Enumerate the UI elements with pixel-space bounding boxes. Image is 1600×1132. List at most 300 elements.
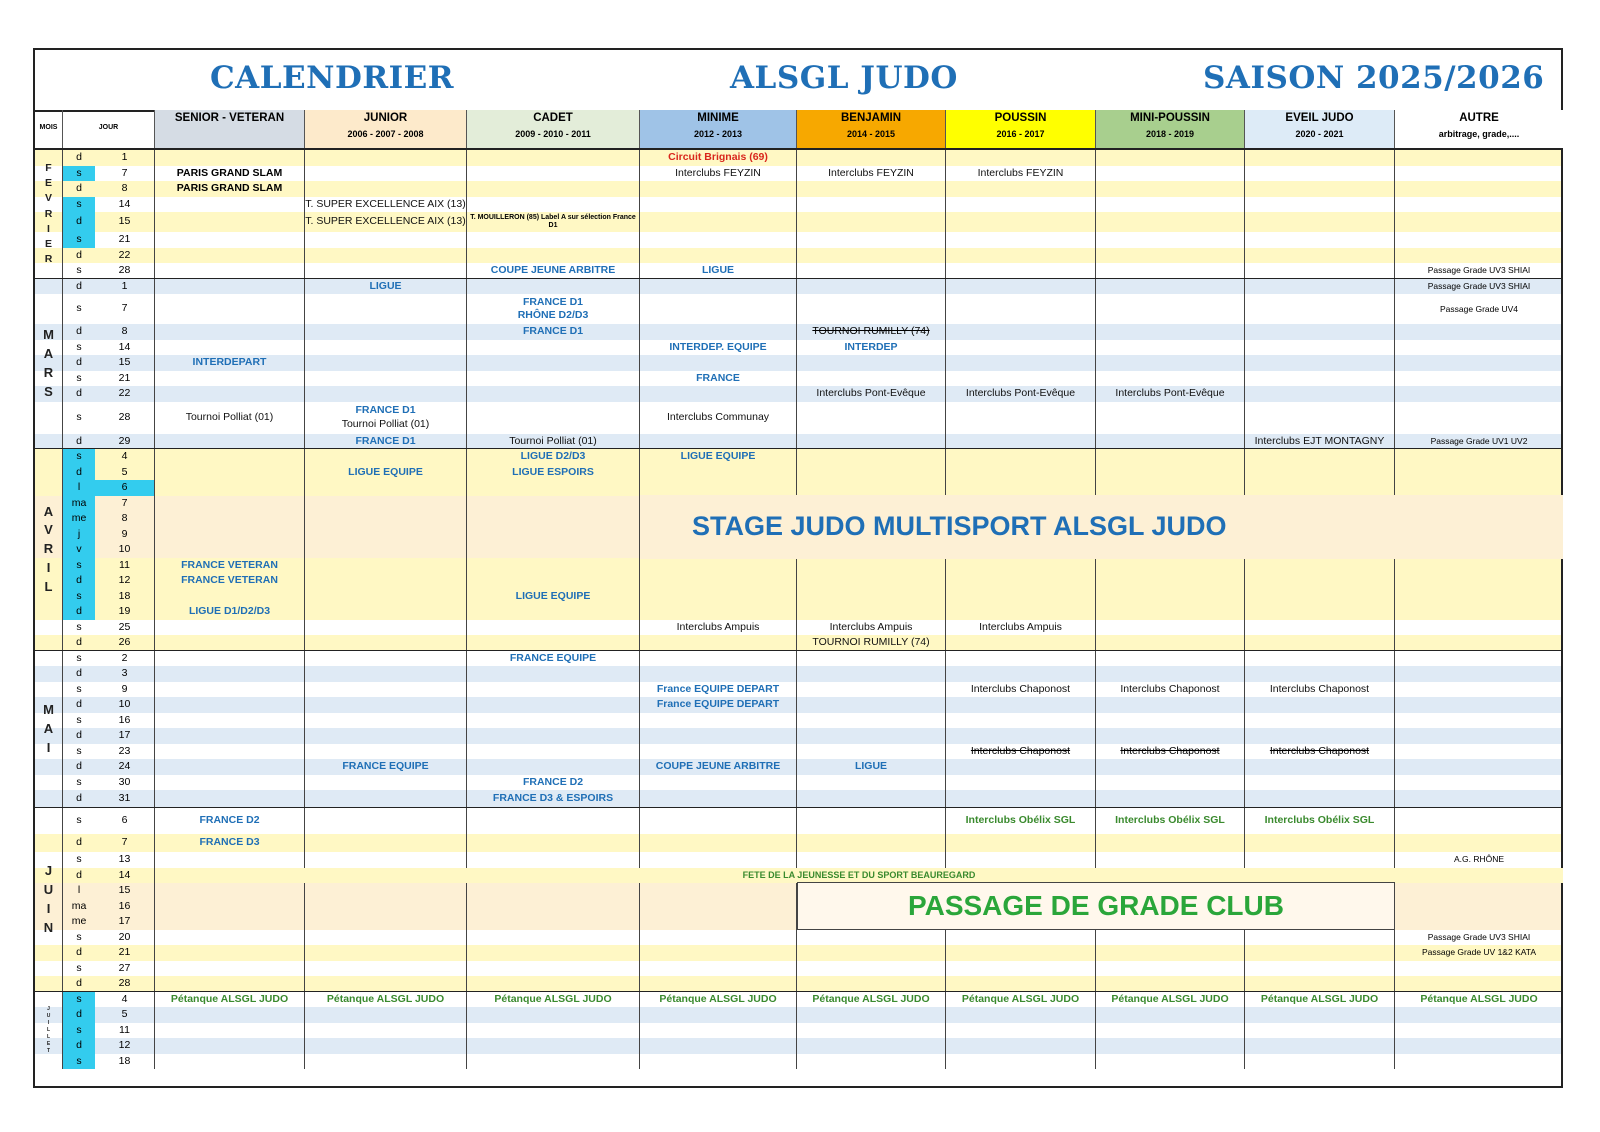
event-cell — [467, 150, 640, 166]
day-row-avril-12 — [35, 573, 1561, 589]
day-row-fevrier-14 — [35, 197, 1561, 213]
event-cell — [1096, 181, 1245, 197]
event-cell — [1096, 355, 1245, 371]
column-name: MINI-POUSSIN — [1130, 112, 1210, 124]
event-cell — [640, 728, 797, 744]
event-cell — [1245, 150, 1395, 166]
event-cell — [305, 883, 467, 899]
event-cell — [1245, 166, 1395, 182]
event-cell — [305, 511, 467, 527]
day-number: 20 — [95, 930, 155, 946]
event-cell — [1395, 808, 1563, 834]
day-number: 14 — [95, 340, 155, 356]
month-letter: J — [44, 863, 53, 879]
event-benjamin: Interclubs FEYZIN — [797, 166, 946, 182]
event-cell — [640, 248, 797, 264]
event-cell — [305, 449, 467, 465]
event-junior: FRANCE EQUIPE — [305, 759, 467, 775]
event-junior: LIGUE — [305, 279, 467, 295]
event-cell — [946, 713, 1096, 729]
event-cell — [1096, 263, 1245, 279]
event-cell — [640, 713, 797, 729]
event-cell — [1096, 573, 1245, 589]
event-cell — [640, 197, 797, 213]
event-cell — [1395, 465, 1563, 481]
day-letter: d — [63, 212, 95, 232]
event-cell — [467, 371, 640, 387]
day-number: 17 — [95, 728, 155, 744]
event-cadet: FRANCE D1 RHÔNE D2/D3 — [467, 294, 640, 324]
event-cell — [1395, 883, 1563, 899]
day-letter: s — [63, 232, 95, 248]
day-row-fevrier-15 — [35, 212, 1561, 232]
day-row-juillet-12 — [35, 1038, 1561, 1054]
event-cell — [797, 1054, 946, 1070]
event-cell — [1395, 1023, 1563, 1039]
column-years: 2018 - 2019 — [1145, 129, 1195, 139]
event-cell — [1395, 386, 1563, 402]
event-minime: Interclubs FEYZIN — [640, 166, 797, 182]
event-cell — [1395, 1054, 1563, 1070]
event-cell — [946, 930, 1096, 946]
day-letter: s — [76, 930, 82, 943]
event-cell — [1395, 402, 1563, 434]
event-autre: Passage Grade UV 1&2 KATA — [1421, 947, 1537, 958]
event-cell — [305, 790, 467, 808]
event-cell — [155, 930, 305, 946]
month-letter: R — [43, 364, 54, 380]
event-cell — [640, 465, 797, 481]
event-cell — [640, 324, 797, 340]
day-number: 10 — [95, 697, 155, 713]
day-letter: d — [76, 729, 82, 742]
day-letter: s — [63, 449, 95, 465]
month-letter: I — [46, 560, 51, 576]
day-number: 11 — [95, 558, 155, 574]
event-cell — [946, 790, 1096, 808]
event-senior-veteran: PARIS GRAND SLAM — [155, 166, 305, 182]
event-benjamin: TOURNOI RUMILLY (74) — [797, 324, 946, 340]
event-cell — [797, 775, 946, 791]
event-cell — [797, 465, 946, 481]
event-cell — [797, 651, 946, 667]
day-row-mai-17 — [35, 728, 1561, 744]
event-cell — [1245, 263, 1395, 279]
event-cell — [155, 232, 305, 248]
event-cell — [1395, 340, 1563, 356]
day-letter: s — [76, 371, 82, 384]
event-cell — [640, 1007, 797, 1023]
fete-banner: FETE DE LA JEUNESSE ET DU SPORT BEAUREGARD — [155, 868, 1563, 884]
event-cell — [1395, 324, 1563, 340]
event-cell — [467, 386, 640, 402]
day-letter: s — [76, 410, 82, 423]
event-cell — [1245, 790, 1395, 808]
day-number: 28 — [95, 263, 155, 279]
event-cell — [1245, 1054, 1395, 1070]
event-cadet: LIGUE D2/D3 — [467, 449, 640, 465]
event-cell — [467, 1007, 640, 1023]
event-cell — [1395, 248, 1563, 264]
day-letter: s — [76, 713, 82, 726]
event-cell — [797, 666, 946, 682]
event-cell — [305, 263, 467, 279]
event-cell — [797, 232, 946, 248]
day-number: 28 — [95, 976, 155, 992]
event-cell — [1245, 248, 1395, 264]
column-years: 2016 - 2017 — [996, 129, 1045, 139]
event-cell — [467, 914, 640, 930]
day-letter: s — [76, 961, 82, 974]
event-cell — [1096, 434, 1245, 450]
event-cell — [1245, 1023, 1395, 1039]
event-minime: Interclubs Communay — [640, 402, 797, 434]
event-cell — [305, 945, 467, 961]
event-cell — [797, 604, 946, 620]
day-number: 12 — [95, 1038, 155, 1054]
event-cell — [155, 728, 305, 744]
event-cell — [155, 589, 305, 605]
day-number: 4 — [95, 449, 155, 465]
event-senior-veteran: PARIS GRAND SLAM — [155, 181, 305, 197]
day-number: 15 — [95, 212, 155, 232]
event-junior: LIGUE EQUIPE — [305, 465, 467, 481]
event-cell — [467, 480, 640, 496]
event-cell — [1245, 402, 1395, 434]
day-number: 9 — [95, 682, 155, 698]
event-cell — [640, 294, 797, 324]
event-cadet: FRANCE D3 & ESPOIRS — [467, 790, 640, 808]
event-minime: LIGUE — [640, 263, 797, 279]
day-number: 9 — [95, 527, 155, 543]
event-cell — [946, 212, 1096, 232]
day-number: 18 — [95, 589, 155, 605]
event-senior-veteran: FRANCE D3 — [155, 834, 305, 852]
event-cell — [1395, 635, 1563, 651]
event-cell — [305, 899, 467, 915]
event-cell — [305, 294, 467, 324]
day-letter: d — [76, 760, 82, 773]
event-cell — [797, 945, 946, 961]
day-letter: l — [77, 884, 81, 897]
day-number: 8 — [95, 181, 155, 197]
event-cell — [797, 744, 946, 760]
event-cell — [797, 480, 946, 496]
event-cell — [1096, 340, 1245, 356]
event-eveil-judo: Interclubs Chaponost — [1245, 682, 1395, 698]
event-cell — [1096, 1054, 1245, 1070]
event-cell — [1395, 914, 1563, 930]
event-junior: T. SUPER EXCELLENCE AIX (13) — [305, 212, 467, 232]
month-label-avril — [35, 449, 63, 651]
event-cell — [1245, 697, 1395, 713]
day-letter: d — [76, 434, 82, 447]
day-number: 22 — [95, 386, 155, 402]
event-cell — [1096, 232, 1245, 248]
day-number: 26 — [95, 635, 155, 651]
month-letter: L — [46, 1033, 51, 1040]
event-mini-poussin: Pétanque ALSGL JUDO — [1096, 992, 1245, 1008]
event-cell — [1245, 1007, 1395, 1023]
day-letter: s — [76, 682, 82, 695]
event-cell — [1395, 355, 1563, 371]
day-letter: s — [63, 992, 95, 1008]
event-cell — [1395, 181, 1563, 197]
day-row-fevrier-7 — [35, 166, 1561, 182]
event-cell — [1245, 930, 1395, 946]
event-cell — [946, 558, 1096, 574]
month-label-mars — [35, 279, 63, 450]
event-cell — [1395, 790, 1563, 808]
event-cell — [467, 808, 640, 834]
event-cell — [305, 558, 467, 574]
event-cell — [797, 449, 946, 465]
day-row-mai-3 — [35, 666, 1561, 682]
event-cadet: Pétanque ALSGL JUDO — [467, 992, 640, 1008]
event-cell — [1245, 620, 1395, 636]
event-cell — [155, 899, 305, 915]
event-minime: France EQUIPE DEPART — [640, 682, 797, 698]
month-letter: M — [43, 327, 54, 343]
event-cell — [1395, 759, 1563, 775]
event-cell — [467, 697, 640, 713]
event-cell — [946, 759, 1096, 775]
day-letter: s — [76, 775, 82, 788]
event-cell — [946, 961, 1096, 977]
day-number: 4 — [95, 992, 155, 1008]
month-letter: E — [46, 1040, 51, 1047]
event-cell — [467, 834, 640, 852]
event-cell — [797, 294, 946, 324]
event-cell — [1096, 1007, 1245, 1023]
event-cell — [305, 808, 467, 834]
event-line: Tournoi Polliat (01) — [341, 417, 430, 430]
event-cell — [1245, 558, 1395, 574]
day-letter: s — [63, 1054, 95, 1070]
event-cell — [946, 1054, 1096, 1070]
month-letter: R — [44, 253, 53, 266]
event-cell — [640, 589, 797, 605]
event-cell — [155, 542, 305, 558]
event-cell — [467, 166, 640, 182]
event-cell — [1395, 961, 1563, 977]
event-cell — [1096, 197, 1245, 213]
day-letter: s — [76, 302, 82, 315]
day-letter: d — [76, 182, 82, 195]
event-cell — [1096, 449, 1245, 465]
day-number: 21 — [95, 232, 155, 248]
event-cell — [640, 775, 797, 791]
header-jour — [63, 110, 155, 148]
event-cell — [155, 1054, 305, 1070]
month-letter: I — [46, 900, 51, 916]
day-number: 15 — [95, 883, 155, 899]
event-autre: Passage Grade UV3 SHIAI — [1427, 265, 1531, 276]
event-cell — [640, 961, 797, 977]
event-cell — [155, 340, 305, 356]
header-mois — [35, 110, 63, 148]
day-row-mai-30 — [35, 775, 1561, 791]
day-letter: s — [63, 589, 95, 605]
event-cell — [946, 181, 1096, 197]
event-cell — [946, 402, 1096, 434]
day-row-mai-16 — [35, 713, 1561, 729]
title-calendrier: CALENDRIER — [210, 60, 455, 96]
event-cell — [640, 930, 797, 946]
day-letter: d — [63, 465, 95, 481]
event-cell — [640, 945, 797, 961]
event-cell — [1395, 449, 1563, 465]
event-cell — [1245, 1038, 1395, 1054]
event-cell — [1096, 852, 1245, 868]
event-cell — [467, 976, 640, 992]
day-number: 23 — [95, 744, 155, 760]
event-cell — [305, 166, 467, 182]
event-cadet: Tournoi Polliat (01) — [467, 434, 640, 450]
event-cell — [946, 340, 1096, 356]
event-cell — [640, 790, 797, 808]
event-cell — [467, 511, 640, 527]
event-cell — [946, 263, 1096, 279]
day-number: 7 — [95, 834, 155, 852]
event-cell — [1395, 232, 1563, 248]
event-cell — [1395, 1007, 1563, 1023]
event-cell — [946, 449, 1096, 465]
event-cell — [797, 589, 946, 605]
event-junior: Pétanque ALSGL JUDO — [305, 992, 467, 1008]
header-benjamin — [797, 110, 946, 148]
event-eveil-judo: Interclubs Obélix SGL — [1245, 808, 1395, 834]
event-cell — [1245, 961, 1395, 977]
day-row-mars-7 — [35, 294, 1561, 324]
column-name: POUSSIN — [994, 112, 1047, 124]
event-minime: LIGUE EQUIPE — [640, 449, 797, 465]
day-number: 14 — [95, 197, 155, 213]
event-junior — [305, 402, 467, 434]
event-cell — [1096, 666, 1245, 682]
day-row-juin-28 — [35, 976, 1561, 992]
event-cell — [640, 976, 797, 992]
event-cell — [1395, 558, 1563, 574]
event-poussin: Pétanque ALSGL JUDO — [946, 992, 1096, 1008]
column-years: 2012 - 2013 — [693, 129, 743, 139]
event-cell — [946, 465, 1096, 481]
event-cell — [1395, 480, 1563, 496]
month-letter: E — [44, 238, 52, 251]
event-cell — [305, 1038, 467, 1054]
event-minime: Circuit Brignais (69) — [640, 150, 797, 166]
event-cell — [305, 150, 467, 166]
event-cell — [1096, 589, 1245, 605]
day-number: 15 — [95, 355, 155, 371]
day-row-mars-1 — [35, 279, 1561, 295]
day-row-juin-21 — [35, 945, 1561, 961]
day-number: 17 — [95, 914, 155, 930]
event-cell — [1096, 1023, 1245, 1039]
event-cell — [1245, 181, 1395, 197]
event-cell — [1096, 728, 1245, 744]
day-number: 29 — [95, 434, 155, 450]
event-senior-veteran: FRANCE VETERAN — [155, 573, 305, 589]
event-cell — [1096, 834, 1245, 852]
event-cell — [305, 682, 467, 698]
event-senior-veteran: FRANCE VETERAN — [155, 558, 305, 574]
day-number: 1 — [95, 279, 155, 295]
day-letter: s — [76, 651, 82, 664]
calendar-sheet — [33, 48, 1563, 1088]
event-cell — [797, 558, 946, 574]
event-cell — [155, 620, 305, 636]
event-cell — [946, 324, 1096, 340]
event-line: FRANCE D1 — [355, 404, 416, 417]
event-cell — [1096, 790, 1245, 808]
event-cell — [946, 573, 1096, 589]
event-cell — [640, 808, 797, 834]
event-cell — [305, 248, 467, 264]
event-cell — [467, 1023, 640, 1039]
event-cell — [467, 197, 640, 213]
event-cell — [155, 150, 305, 166]
day-letter: s — [76, 620, 82, 633]
event-cell — [946, 775, 1096, 791]
event-cell — [640, 852, 797, 868]
event-poussin: Interclubs Obélix SGL — [946, 808, 1096, 834]
day-row-juin-7 — [35, 834, 1561, 852]
event-cell — [640, 573, 797, 589]
event-benjamin: TOURNOI RUMILLY (74) — [797, 635, 946, 651]
event-cell — [1245, 604, 1395, 620]
event-cell — [1096, 945, 1245, 961]
event-cell — [640, 1023, 797, 1039]
event-cell — [305, 1023, 467, 1039]
event-cell — [1245, 945, 1395, 961]
day-letter: j — [63, 527, 95, 543]
event-cell — [305, 542, 467, 558]
event-cell — [1096, 371, 1245, 387]
column-years: 2014 - 2015 — [846, 129, 896, 139]
event-cell — [640, 666, 797, 682]
event-cell — [1245, 713, 1395, 729]
event-cell — [1245, 775, 1395, 791]
column-years: 2009 - 2010 - 2011 — [515, 129, 591, 139]
event-cell — [1096, 465, 1245, 481]
event-cell — [797, 790, 946, 808]
day-letter: d — [76, 836, 82, 849]
event-cell — [1096, 604, 1245, 620]
day-number: 31 — [95, 790, 155, 808]
event-benjamin: Interclubs Ampuis — [797, 620, 946, 636]
event-cell — [797, 930, 946, 946]
event-cell — [155, 324, 305, 340]
event-cell — [155, 511, 305, 527]
day-row-fevrier-21 — [35, 232, 1561, 248]
event-cell — [946, 279, 1096, 295]
day-row-juin-13 — [35, 852, 1561, 868]
month-letter: V — [44, 192, 52, 205]
day-row-fevrier-1 — [35, 150, 1561, 166]
event-cell — [640, 434, 797, 450]
day-letter: ma — [71, 899, 87, 912]
event-cell — [155, 1038, 305, 1054]
event-cell — [946, 834, 1096, 852]
day-letter: d — [76, 698, 82, 711]
event-cell — [1096, 166, 1245, 182]
month-letter: L — [44, 579, 53, 595]
event-cell — [946, 371, 1096, 387]
month-letter: N — [43, 919, 54, 935]
day-row-mai-10 — [35, 697, 1561, 713]
day-letter: d — [63, 604, 95, 620]
